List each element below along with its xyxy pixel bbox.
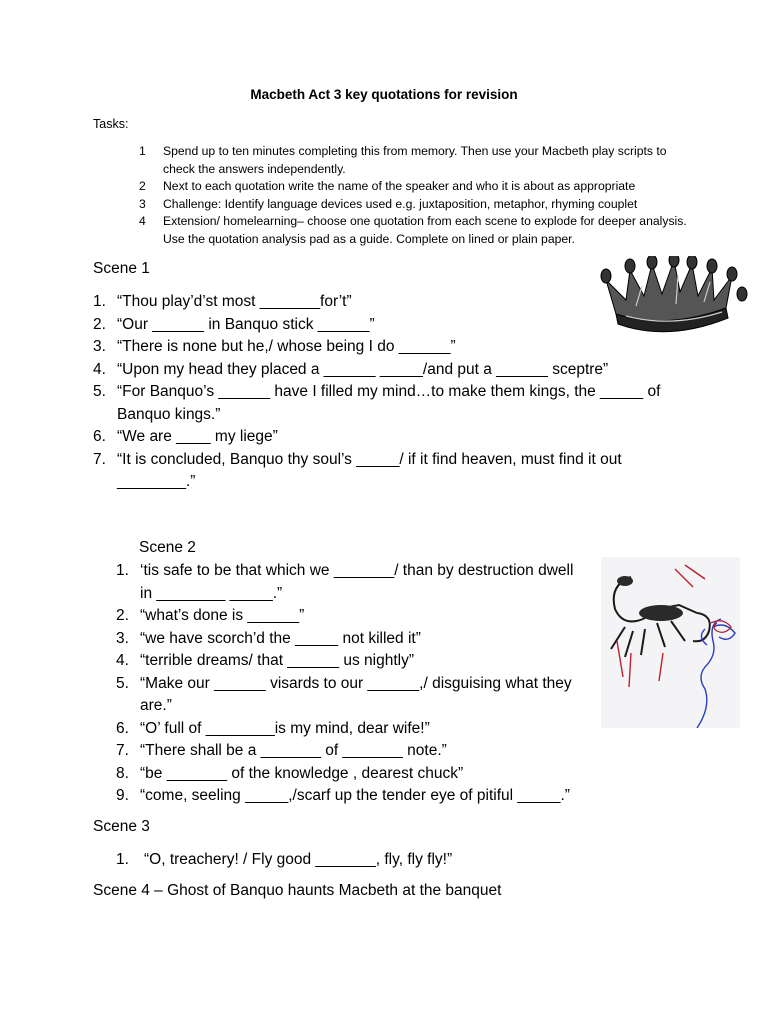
quote-number: 3. [116, 629, 129, 647]
quote-number: 8. [116, 764, 129, 782]
quote-number: 6. [93, 428, 106, 445]
task-number: 1 [139, 144, 146, 158]
task-item [139, 143, 699, 178]
task-text: Extension/ homelearning– choose one quotation from each scene to explode for deeper analysis. Use the quotation analysis pad as a guide. Complete on lined or plain paper. [163, 214, 687, 246]
page-title: Macbeth Act 3 key quotations for revision [250, 87, 518, 102]
task-item [139, 178, 699, 196]
quote-number: 3. [93, 338, 106, 355]
quote-item [116, 718, 576, 741]
task-number: 4 [139, 214, 146, 228]
quote-number: 1. [116, 851, 129, 868]
task-text: Challenge: Identify language devices used e.g. juxtaposition, metaphor, rhyming couplet [163, 196, 638, 211]
scorpion-illustration [601, 557, 740, 728]
quote-item [116, 673, 576, 718]
quote-text: “We are ____ my liege” [117, 428, 278, 445]
crown-illustration [586, 256, 750, 342]
quote-text: “what’s done is ______” [140, 607, 305, 624]
quote-item [116, 628, 576, 651]
quote-number: 2. [93, 315, 106, 333]
quote-item [116, 763, 576, 786]
quote-number: 5. [116, 674, 129, 692]
quote-text: “Thou play’d’st most _______for’t” [117, 293, 352, 310]
quote-number: 9. [116, 787, 129, 804]
quote-text: “we have scorch’d the _____ not killed it” [140, 629, 421, 647]
quote-text: “come, seeling _____,/scarf up the tender eye of pitiful _____.” [140, 787, 570, 804]
quote-text: ‘tis safe to be that which we _______/ than by destruction dwell in ________ _____.” [140, 562, 574, 602]
quote-item [116, 560, 576, 605]
quote-number: 7. [93, 450, 106, 468]
quote-number: 5. [93, 383, 106, 400]
task-number: 3 [139, 196, 146, 211]
quote-number: 6. [116, 719, 129, 737]
tasks-label: Tasks: [93, 117, 129, 131]
quote-number: 7. [116, 742, 129, 759]
quote-number: 4. [116, 652, 129, 669]
quote-text: “It is concluded, Banquo thy soul’s _____/ if it find heaven, must find it out ________.” [117, 450, 622, 490]
quote-text: “Make our ______ visards to our ______,/ disguising what they are.” [140, 674, 572, 714]
quote-item [93, 449, 683, 494]
scene-3-heading: Scene 3 [93, 818, 150, 835]
quote-item [116, 650, 576, 673]
quote-item [116, 849, 616, 872]
quote-text: “O’ full of ________is my mind, dear wife!” [140, 719, 430, 737]
quote-text: “There shall be a _______ of _______ note.” [140, 742, 447, 759]
scene-2-heading: Scene 2 [139, 539, 196, 556]
quote-number: 1. [116, 562, 129, 579]
quote-text: “Our ______ in Banquo stick ______” [117, 315, 375, 333]
task-item [139, 213, 699, 248]
scene-1-heading: Scene 1 [93, 260, 150, 277]
quote-text: “There is none but he,/ whose being I do ______” [117, 338, 456, 355]
quote-number: 4. [93, 360, 106, 378]
quote-item [93, 381, 683, 426]
quote-text: “For Banquo’s ______ have I filled my mind…to make them kings, the _____ of Banquo kings.” [117, 383, 661, 423]
task-number: 2 [139, 179, 146, 193]
tasks-list [139, 143, 699, 248]
quote-item [116, 605, 576, 628]
task-text: Spend up to ten minutes completing this from memory. Then use your Macbeth play scripts to check the answers independently. [163, 144, 667, 176]
scene-2-quotes [116, 560, 576, 808]
quote-item [116, 740, 576, 763]
quote-text: “be _______ of the knowledge , dearest chuck” [140, 764, 464, 782]
quote-text: “Upon my head they placed a ______ _____/and put a ______ sceptre” [117, 360, 609, 378]
quote-number: 1. [93, 293, 106, 310]
quote-item [116, 785, 576, 808]
scene-4-heading: Scene 4 – Ghost of Banquo haunts Macbeth at the banquet [93, 882, 502, 899]
task-text: Next to each quotation write the name of the speaker and who it is about as appropriate [163, 179, 636, 193]
quote-text: “terrible dreams/ that ______ us nightly” [140, 652, 414, 669]
quote-item [93, 359, 683, 382]
quote-item [93, 426, 683, 449]
quote-number: 2. [116, 607, 129, 624]
scene-3-quotes [116, 849, 616, 872]
task-item [139, 196, 699, 214]
quote-text: “O, treachery! / Fly good _______, fly, fly fly!” [144, 851, 453, 868]
